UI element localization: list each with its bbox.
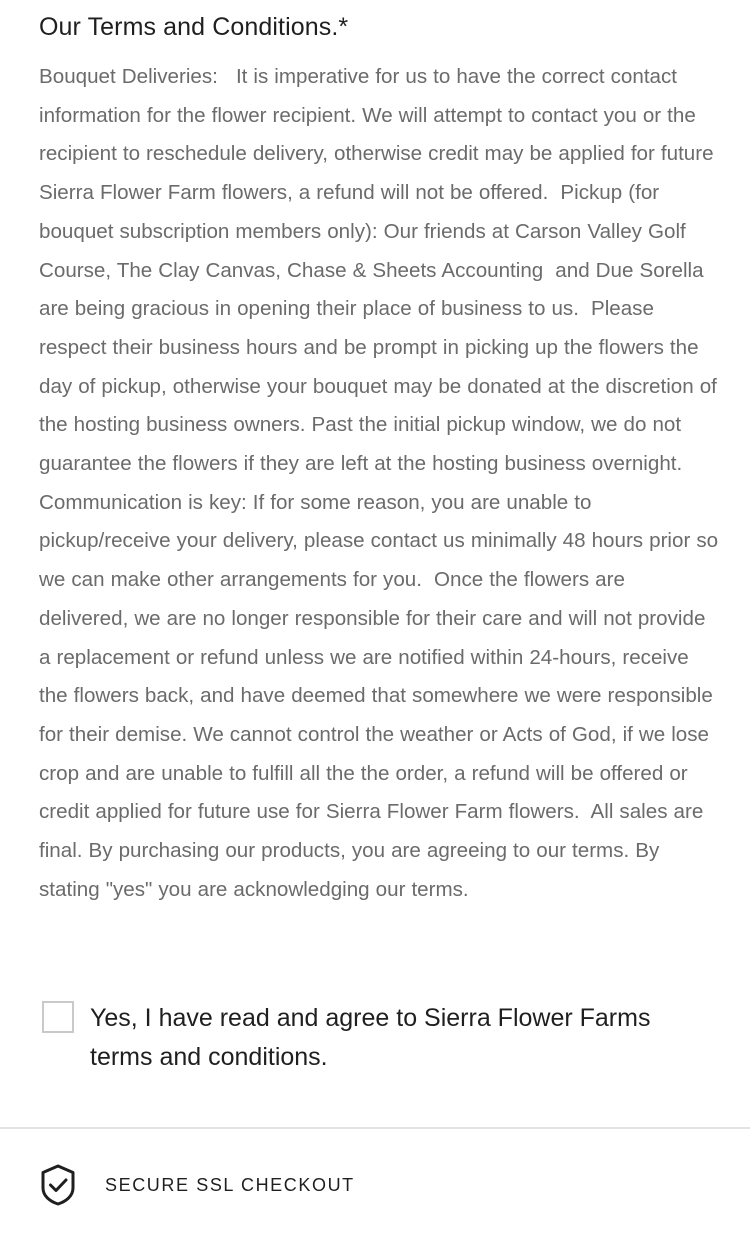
terms-section — [39, 8, 725, 909]
terms-body: Bouquet Deliveries: It is imperative for us to have the correct contact information for the flower recipient. We will attempt to contact you or the recipient to reschedule delivery, otherwise credit may be applied for future Sierra Flower Farm flowers, a refund will not be offered. Pickup (for bouquet subscription members only): Our friends at Carson Valley Golf Course, The Clay Canvas, Chase & Sheets Accounting and Due Sorella are being gracious in opening their place of business to us. Please respect their business hours and be prompt in picking up the flowers the day of pickup, otherwise your bouquet may be donated at the discretion of the hosting business owners. Past the initial pickup window, we do not guarantee the flowers if they are left at the hosting business overnight. Communication is key: If for some reason, you are unable to pickup/receive your delivery, please contact us minimally 48 hours prior so we can make other arrangements for you. Once the flowers are delivered, we are no longer responsible for their care and will not provide a replacement or refund unless we are notified within 24-hours, receive the flowers back, and have deemed that somewhere we were responsible for their demise. We cannot control the weather or Acts of God, if we lose crop and are unable to fulfill all the the order, a refund will be offered or credit applied for future use for Sierra Flower Farm flowers. All sales are final. By purchasing our products, you are agreeing to our terms. By stating "yes" you are acknowledging our terms. — [39, 65, 725, 901]
section-divider — [0, 1127, 750, 1129]
agree-checkbox[interactable] — [42, 1001, 74, 1033]
secure-checkout-label: SECURE SSL CHECKOUT — [105, 1174, 355, 1195]
terms-title: Our Terms and Conditions.* — [39, 13, 349, 41]
agree-checkbox-label[interactable]: Yes, I have read and agree to Sierra Flower Farms terms and conditions. — [90, 1004, 651, 1071]
shield-check-icon — [40, 1164, 76, 1206]
terms-agreement-row[interactable] — [42, 1000, 722, 1077]
secure-checkout-badge — [40, 1164, 355, 1206]
